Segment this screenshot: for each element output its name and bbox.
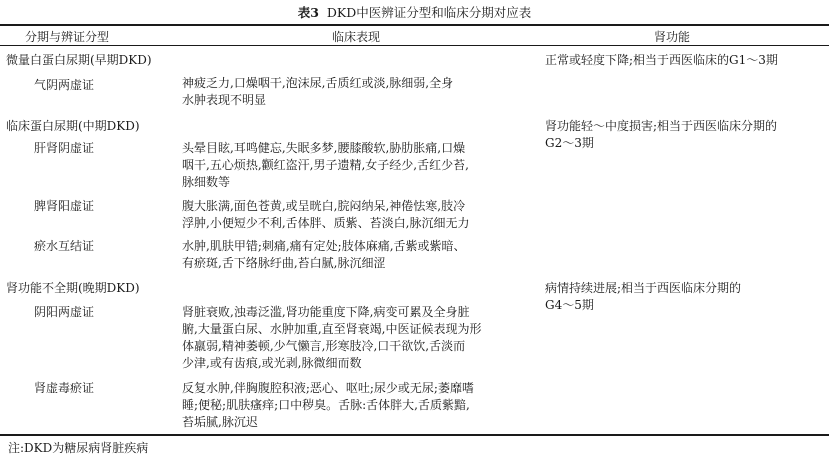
clinical-line: 腹大胀满,面色苍黄,或呈晄白,脘闷纳呆,神倦怯寒,肢冷	[182, 199, 466, 213]
clinical-line: 少津,或有齿痕,或光剥,脉微细而数	[182, 356, 362, 370]
bottom-rule	[0, 434, 829, 436]
clinical-line: 苔垢腻,脉沉迟	[182, 415, 258, 429]
header-renal: 肾功能	[654, 30, 691, 44]
clinical-line: 咽干,五心烦热,颧红盗汗,男子遗精,女子经少,舌红少苔,	[182, 158, 469, 172]
pattern-name: 肝肾阴虚证	[34, 141, 95, 155]
clinical-line: 水肿,肌肤甲错;刺痛,痛有定处;肢体麻痛,舌紫或紫暗、	[182, 239, 466, 253]
table-footnote: 注:DKD为糖尿病肾脏疾病	[8, 441, 149, 455]
clinical-line: 神疲乏力,口燥咽干,泡沫尿,舌质红或淡,脉细弱,全身	[182, 76, 454, 90]
clinical-line: 浮肿,小便短少不利,舌体胖、质紫、苔淡白,脉沉细无力	[182, 216, 470, 230]
pattern-name: 脾肾阳虚证	[34, 199, 95, 213]
clinical-line: 头晕目眩,耳鸣健忘,失眠多梦,腰膝酸软,胁肋胀痛,口燥	[182, 141, 466, 155]
stage-label: 肾功能不全期(晚期DKD)	[6, 281, 140, 295]
clinical-line: 脉细数等	[182, 175, 231, 189]
pattern-name: 瘀水互结证	[34, 239, 95, 253]
renal-function: 病情持续进展;相当于西医临床分期的	[545, 281, 742, 295]
pattern-name: 肾虚毒瘀证	[34, 381, 95, 395]
pattern-name: 阴阳两虚证	[34, 305, 95, 319]
table-title: DKD中医辨证分型和临床分期对应表	[326, 5, 532, 20]
stage-label: 临床蛋白尿期(中期DKD)	[6, 119, 140, 133]
renal-function: G2～3期	[545, 136, 594, 150]
renal-function: 正常或轻度下降;相当于西医临床的G1～3期	[545, 53, 778, 67]
clinical-line: 体羸弱,精神萎顿,少气懒言,形寒肢冷,口干欲饮,舌淡而	[182, 339, 466, 353]
clinical-line: 反复水肿,伴胸腹腔积液;恶心、呕吐;尿少或无尿;萎靡嗜	[182, 381, 474, 395]
table-caption	[0, 3, 829, 21]
clinical-line: 腑,大量蛋白尿、水肿加重,直至肾衰竭,中医证候表现为形	[182, 322, 482, 336]
stage-label: 微量白蛋白尿期(早期DKD)	[6, 53, 152, 67]
pattern-name: 气阴两虚证	[34, 78, 95, 92]
clinical-line: 水肿表现不明显	[182, 93, 267, 107]
header-clinical: 临床表现	[332, 30, 381, 44]
header-rule	[0, 45, 829, 46]
renal-function: 肾功能轻～中度损害;相当于西医临床分期的	[545, 119, 778, 133]
clinical-line: 睡;便秘;肌肤瘙痒;口中秽臭。舌脉:舌体胖大,舌质紫黯,	[182, 398, 470, 412]
clinical-line: 肾脏衰败,浊毒泛滥,肾功能重度下降,病变可累及全身脏	[182, 305, 470, 319]
table-number: 表3	[297, 5, 319, 20]
header-stage: 分期与辨证分型	[25, 30, 110, 44]
renal-function: G4～5期	[545, 298, 594, 312]
clinical-line: 有瘀斑,舌下络脉纡曲,苔白腻,脉沉细涩	[182, 256, 386, 270]
top-rule	[0, 24, 829, 26]
